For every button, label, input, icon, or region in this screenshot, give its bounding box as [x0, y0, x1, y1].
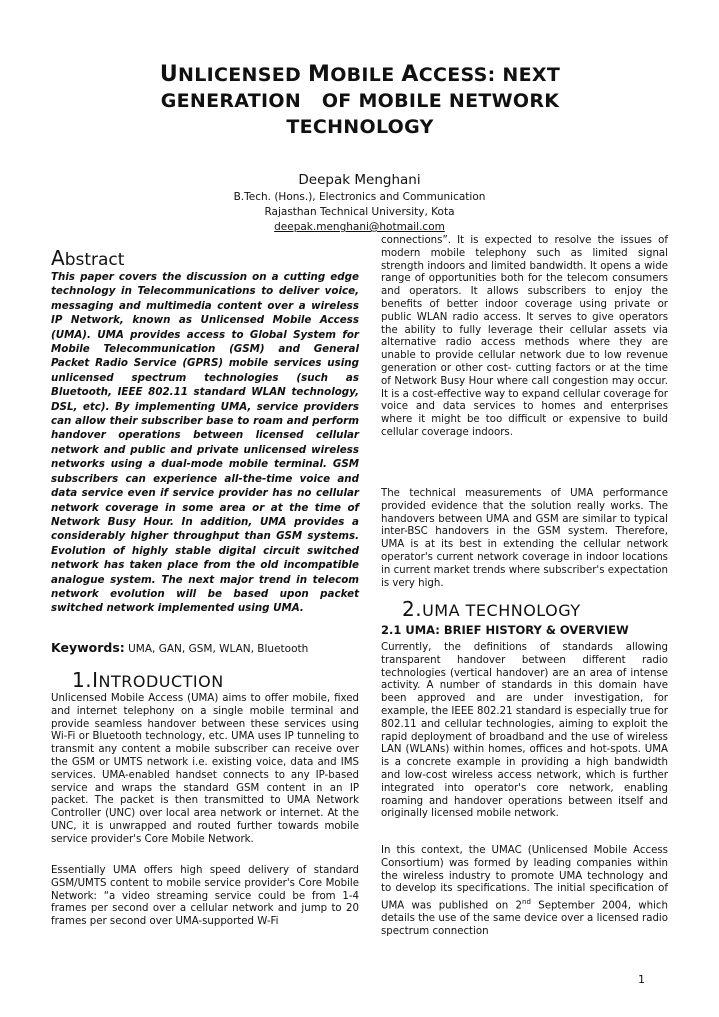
keywords [51, 640, 308, 655]
intro-paragraph-1: Unlicensed Mobile Access (UMA) aims to offer mobile, fixed and internet telephony on a single mobile terminal and provide seamless handover between these services using Wi-Fi or Bluetooth technology, etc. UMA uses IP tunneling to transmit any content a mobile subscriber can receive over the GSM or UMTS network i.e. existing voice, data and IMS services. UMA-enabled handset connects to any IP-based service and wraps the standard GSM content in an IP packet. The packet is then transmitted to UMA Network Controller (UNC) over local area network or internet. At the UNC, it is unwrapped and routed further towards mobile service provider's Core Mobile Network. [51, 693, 359, 845]
abstract-body: This paper covers the discussion on a cutting edge technology in Telecommunications to deliver voice, messaging and multimedia content over a wireless IP Network, known as Unlicensed Mobile Access (UMA). UMA provides access to Global System for Mobile Telecommunication (GSM) and General Packet Radio Service (GPRS) mobile services using unlicensed spectrum technologies (such as Bluetooth, IEEE 802.11 standard WLAN technology, DSL, etc). By implementing UMA, service providers can allow their subscriber base to roam and perform handover operations between licensed cellular network and public and private unlicensed wireless networks using a dual-mode mobile terminal. GSM subscribers can experience all-the-time voice and data service even if service provider has no cellular network coverage in some area or at the time of Network Busy Hour. In addition, UMA provides a considerably higher throughput than GSM systems. Evolution of highly stable digital circuit switched network has taken place from the old incompatible analogue system. The next major trend in telecom network evolution will be based upon packet switched network implemented using UMA. [51, 271, 359, 615]
right-paragraph-1: connections”. It is expected to resolve the issues of modern mobile telephony such as limited signal strength indoors and limited bandwidth. It opens a wide range of opportunities both for the telecom consumers and operators. It allows subscribers to enjoy the benefits of better indoor coverage using private or public WLAN radio access. It serves to give operators the ability to fully leverage their cellular assets via alternative radio access methods where they are unable to provide cellular network due to low revenue generation or other cost- cutting factors or at the time of Network Busy Hour where call congestion may occur. It is a cost-effective way to expand cellular coverage for voice and data services to homes and enterprises where it might be too difficult or expensive to build cellular coverage indoors. [381, 235, 668, 438]
keywords-label: Keywords: [51, 640, 125, 655]
author-email-link[interactable]: deepak.menghani@hotmail.com [274, 221, 445, 233]
section-2-paragraph-1: Currently, the definitions of standards allowing transparent handover between different radio technologies (vertical handover) are an area of intense activity. A number of standards in this domain have been approved and are under investigation, for example, the IEEE 802.21 standard is especially true for 802.11 and cellular technologies, aiming to exploit the rapid deployment of broadband and the use of wireless LAN (WLANs) within homes, offices and hot-spots. UMA is a concrete example in providing a high bandwidth and low-cost wireless access network, which is further integrated into operator's core network, enabling roaming and handover operations between itself and originally licensed mobile network. [381, 642, 668, 820]
title-line-1: UNLICENSED MOBILE ACCESS: NEXT [159, 62, 561, 87]
section-1-heading: 1.INTRODUCTION [72, 668, 224, 692]
section-2-1-heading: 2.1 UMA: BRIEF HISTORY & OVERVIEW [381, 623, 629, 637]
section-2-heading: 2.UMA TECHNOLOGY [402, 597, 581, 621]
abstract-heading: Abstract [51, 246, 125, 270]
author-name: Deepak Menghani [298, 172, 421, 188]
keywords-values: UMA, GAN, GSM, WLAN, Bluetooth [128, 643, 309, 655]
title-line-3: TECHNOLOGY [286, 116, 434, 138]
title-line-2: GENERATION OF MOBILE NETWORK [160, 90, 560, 112]
section-2-paragraph-2: In this context, the UMAC (Unlicensed Mobile Access Consortium) was formed by leading companies within the wireless industry to promote UMA technology and to develop its specifications. The initial specification of UMA was published on 2nd September 2004, which details the use of the same device over a licensed radio spectrum connection [381, 845, 668, 938]
author-degree: B.Tech. (Hons.), Electronics and Communication [233, 191, 486, 203]
intro-paragraph-2: Essentially UMA offers high speed delivery of standard GSM/UMTS content to mobile service provider's Core Mobile Network: “a video streaming service could be from 1-4 frames per second over a cellular network and jump to 20 frames per second over UMA-supported W-Fi [51, 865, 359, 928]
paper-title [100, 62, 620, 140]
author-university: Rajasthan Technical University, Kota [264, 206, 455, 218]
page-number: 1 [638, 973, 645, 986]
right-paragraph-2: The technical measurements of UMA performance provided evidence that the solution really works. The handovers between UMA and GSM are similar to typical inter-BSC handovers in the GSM system. Therefore, UMA is at its best in extending the cellular network operator's current network coverage in indoor locations in current market trends where subscriber's expectation is very high. [381, 488, 668, 589]
